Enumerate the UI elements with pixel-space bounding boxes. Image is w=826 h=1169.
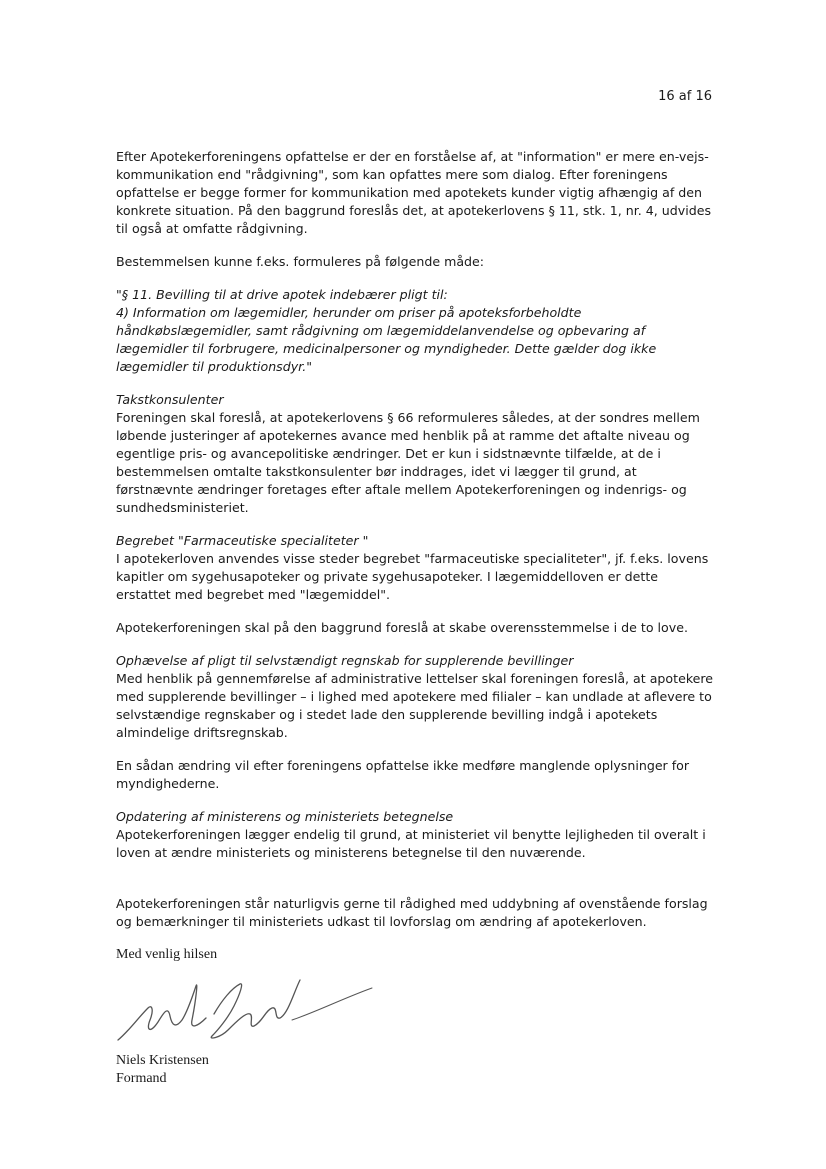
- formulation-lead: Bestemmelsen kunne f.eks. formuleres på følgende måde:: [116, 254, 485, 269]
- greeting: Med venlig hilsen: [116, 947, 218, 962]
- signer-block: [116, 1052, 716, 1088]
- section-ministerbetegnelse: [116, 808, 716, 862]
- quote-line-2: 4) Information om lægemidler, herunder om priser på apoteksforbeholdte håndkøbslægemidler, samt rådgivning om lægemiddelanvendelse og opbevaring af lægemidler til forbrugere, medicinalpersoner og myndigheder. Dette gælder dog ikke lægemidler til produktionsdyr.": [116, 305, 657, 374]
- letter-body: [116, 148, 716, 1088]
- section-paragraph: Foreningen skal foreslå, at apotekerlovens § 66 reformuleres således, at der sondres mellem løbende justeringer af apotekernes avance med henblik på at ramme det aftalte niveau og egentlige pris- og avancepolitiske ændringer. Det er kun i sidstnævnte tilfælde, at de i bestemmelsen omtalte takstkonsulenter bør inddrages, idet vi lægger til grund, at førstnævnte ændringer foretages efter aftale mellem Apotekerforeningen og indenrigs- og sundhedsministeriet.: [116, 410, 700, 515]
- section-paragraph: En sådan ændring vil efter foreningens opfattelse ikke medføre manglende oplysninger for myndighederne.: [116, 758, 690, 791]
- page-number: 16 af 16: [658, 89, 712, 104]
- section-paragraph: Med henblik på gennemførelse af administrative lettelser skal foreningen foreslå, at apotekere med supplerende bevillinger – i lighed med apotekere med filialer – kan undlade at aflevere to selvstændige regnskaber og i stedet lade den supplerende bevilling indgå i apotekets almindelige driftsregnskab.: [116, 671, 714, 740]
- signer-name: Niels Kristensen: [116, 1053, 209, 1068]
- section-supplerende-bevillinger: [116, 652, 716, 742]
- closing-paragraph: Apotekerforeningen står naturligvis gerne til rådighed med uddybning af ovenstående forslag og bemærkninger til ministeriets udkast til lovforslag om ændring af apotekerloven.: [116, 896, 708, 929]
- section-farmaceutiske-specialiteter: [116, 532, 716, 604]
- section-heading: Begrebet "Farmaceutiske specialiteter ": [116, 533, 369, 548]
- signer-title: Formand: [116, 1071, 167, 1086]
- section-paragraph: I apotekerloven anvendes visse steder begrebet "farmaceutiske specialiteter", jf. f.eks. lovens kapitler om sygehusapoteker og private sygehusapoteker. I lægemiddelloven er dette erstattet med begrebet med "lægemiddel".: [116, 551, 709, 602]
- section-heading: Takstkonsulenter: [116, 392, 224, 407]
- section-paragraph: Apotekerforeningen skal på den baggrund foreslå at skabe overensstemmelse i de to love.: [116, 620, 688, 635]
- intro-paragraph: Efter Apotekerforeningens opfattelse er der en forståelse af, at "information" er mere en-vejs-kommunikation end "rådgivning", som kan opfattes mere som dialog. Efter foreningens opfattelse er begge former for kommunikation med apotekets kunder vigtig afhængig af den konkrete situation. På den baggrund foreslås det, at apotekerlovens § 11, stk. 1, nr. 4, udvides til også at omfatte rådgivning.: [116, 149, 712, 236]
- section-takstkonsulenter: [116, 391, 716, 517]
- section-paragraph: Apotekerforeningen lægger endelig til grund, at ministeriet vil benytte lejligheden til overalt i loven at ændre ministeriets og ministerens betegnelse til den nuværende.: [116, 827, 706, 860]
- signature-image: [116, 970, 376, 1048]
- quote-line-1: "§ 11. Bevilling til at drive apotek indebærer pligt til:: [116, 287, 448, 302]
- section-heading: Ophævelse af pligt til selvstændigt regnskab for supplerende bevillinger: [116, 653, 574, 668]
- section-heading: Opdatering af ministerens og ministeriets betegnelse: [116, 809, 454, 824]
- quote-block: [116, 286, 716, 376]
